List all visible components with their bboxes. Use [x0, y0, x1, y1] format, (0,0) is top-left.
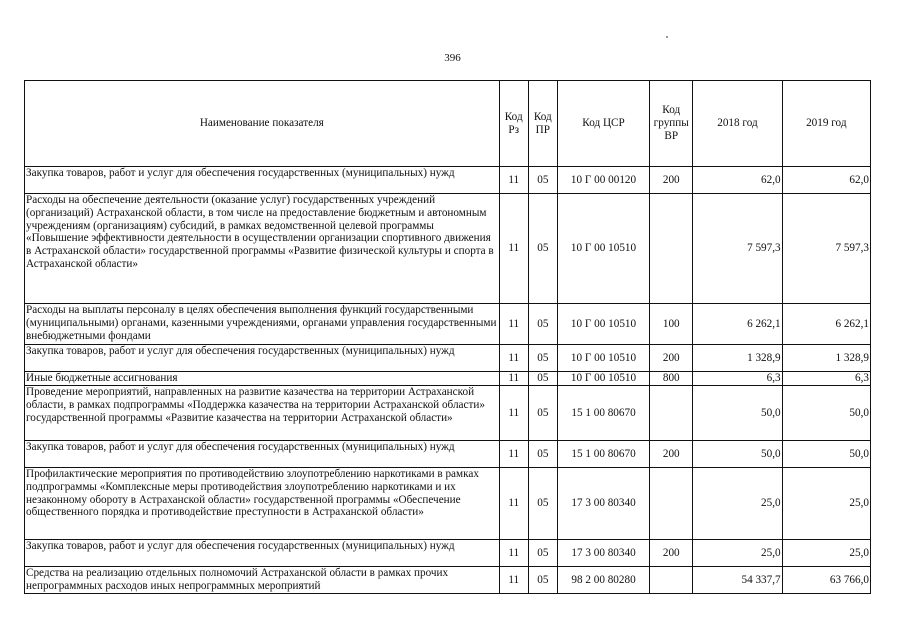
row-2019: 7 597,3 [782, 194, 870, 304]
row-name: Закупка товаров, работ и услуг для обеспечения государственных (муниципальных) нужд [25, 540, 500, 567]
table-row [25, 304, 871, 345]
row-vr [650, 468, 693, 540]
row-pr: 05 [528, 567, 557, 594]
row-csr: 17 3 00 80340 [557, 468, 649, 540]
row-name: Расходы на выплаты персоналу в целях обеспечения выполнения функций государственными (муниципальными) органами, казенными учреждениями, органами управления государственными внебюджетными фондами [25, 304, 500, 345]
row-pr: 05 [528, 345, 557, 372]
row-pr: 05 [528, 441, 557, 468]
row-csr: 10 Г 00 10510 [557, 372, 649, 386]
row-vr: 200 [650, 540, 693, 567]
row-csr: 98 2 00 80280 [557, 567, 649, 594]
row-2019: 6 262,1 [782, 304, 870, 345]
row-pr: 05 [528, 540, 557, 567]
row-csr: 10 Г 00 10510 [557, 345, 649, 372]
row-2018: 62,0 [693, 167, 782, 194]
row-2018: 50,0 [693, 386, 782, 441]
table-header [25, 81, 871, 167]
table-row [25, 372, 871, 386]
row-name: Расходы на обеспечение деятельности (оказание услуг) государственных учреждений (организаций) Астраханской области, в том числе на предоставление бюджетным и автономным учреждениям (организациям) субсидий, в рамках ведомственной целевой программы «Повышение эффективности деятельности в осуществлении организации спортивного движения в Астраханской области» государственной программы «Развитие физической культуры и спорта в Астраханской области» [25, 194, 500, 304]
row-2019: 63 766,0 [782, 567, 870, 594]
row-rz: 11 [499, 304, 528, 345]
row-pr: 05 [528, 304, 557, 345]
table-row [25, 345, 871, 372]
table-row [25, 194, 871, 304]
page-number: 396 [444, 52, 461, 64]
row-2019: 25,0 [782, 540, 870, 567]
row-name: Профилактические мероприятия по противодействию злоупотреблению наркотиками в рамках подпрограммы «Комплексные меры противодействия злоупотреблению наркотиками и их незаконному обороту в Астраханской области» государственной программы «Обеспечение общественного порядка и противодействие преступности в Астраханской области» [25, 468, 500, 540]
row-2019: 50,0 [782, 441, 870, 468]
row-vr [650, 567, 693, 594]
header-csr: Код ЦСР [557, 81, 649, 167]
table-row [25, 386, 871, 441]
row-2019: 50,0 [782, 386, 870, 441]
row-csr: 15 1 00 80670 [557, 441, 649, 468]
row-name: Иные бюджетные ассигнования [25, 372, 500, 386]
row-name: Проведение мероприятий, направленных на развитие казачества на территории Астраханской области, в рамках подпрограммы «Поддержка казачества на территории Астраханской области» государственной программы «Развитие казачества на территории Астраханской области» [25, 386, 500, 441]
row-2018: 6 262,1 [693, 304, 782, 345]
row-rz: 11 [499, 468, 528, 540]
row-name: Закупка товаров, работ и услуг для обеспечения государственных (муниципальных) нужд [25, 167, 500, 194]
row-pr: 05 [528, 167, 557, 194]
row-rz: 11 [499, 167, 528, 194]
header-pr: Код ПР [528, 81, 557, 167]
row-vr: 200 [650, 167, 693, 194]
row-csr: 17 3 00 80340 [557, 540, 649, 567]
row-rz: 11 [499, 372, 528, 386]
row-2018: 50,0 [693, 441, 782, 468]
table-row [25, 441, 871, 468]
row-name: Закупка товаров, работ и услуг для обеспечения государственных (муниципальных) нужд [25, 441, 500, 468]
row-2019: 6,3 [782, 372, 870, 386]
row-csr: 10 Г 00 10510 [557, 304, 649, 345]
row-rz: 11 [499, 386, 528, 441]
row-2018: 54 337,7 [693, 567, 782, 594]
row-vr [650, 386, 693, 441]
row-2019: 25,0 [782, 468, 870, 540]
row-2019: 62,0 [782, 167, 870, 194]
row-pr: 05 [528, 468, 557, 540]
row-2018: 25,0 [693, 468, 782, 540]
header-name: Наименование показателя [25, 81, 500, 167]
row-2018: 1 328,9 [693, 345, 782, 372]
row-pr: 05 [528, 386, 557, 441]
row-rz: 11 [499, 345, 528, 372]
table-row [25, 567, 871, 594]
scan-speck [666, 36, 668, 38]
row-vr [650, 194, 693, 304]
table-row [25, 167, 871, 194]
row-2018: 7 597,3 [693, 194, 782, 304]
row-2018: 25,0 [693, 540, 782, 567]
table-row [25, 540, 871, 567]
row-vr: 800 [650, 372, 693, 386]
row-vr: 100 [650, 304, 693, 345]
row-pr: 05 [528, 372, 557, 386]
table-row [25, 468, 871, 540]
header-2019: 2019 год [782, 81, 870, 167]
row-rz: 11 [499, 540, 528, 567]
row-vr: 200 [650, 441, 693, 468]
header-vr: Код группы ВР [650, 81, 693, 167]
budget-table [24, 80, 871, 594]
row-vr: 200 [650, 345, 693, 372]
header-2018: 2018 год [693, 81, 782, 167]
row-2019: 1 328,9 [782, 345, 870, 372]
row-csr: 10 Г 00 10510 [557, 194, 649, 304]
header-rz: Код Рз [499, 81, 528, 167]
row-csr: 10 Г 00 00120 [557, 167, 649, 194]
row-rz: 11 [499, 441, 528, 468]
row-csr: 15 1 00 80670 [557, 386, 649, 441]
row-2018: 6,3 [693, 372, 782, 386]
row-rz: 11 [499, 567, 528, 594]
row-pr: 05 [528, 194, 557, 304]
row-rz: 11 [499, 194, 528, 304]
row-name: Средства на реализацию отдельных полномочий Астраханской области в рамках прочих непрограммных расходов иных непрограммных мероприятий [25, 567, 500, 594]
row-name: Закупка товаров, работ и услуг для обеспечения государственных (муниципальных) нужд [25, 345, 500, 372]
